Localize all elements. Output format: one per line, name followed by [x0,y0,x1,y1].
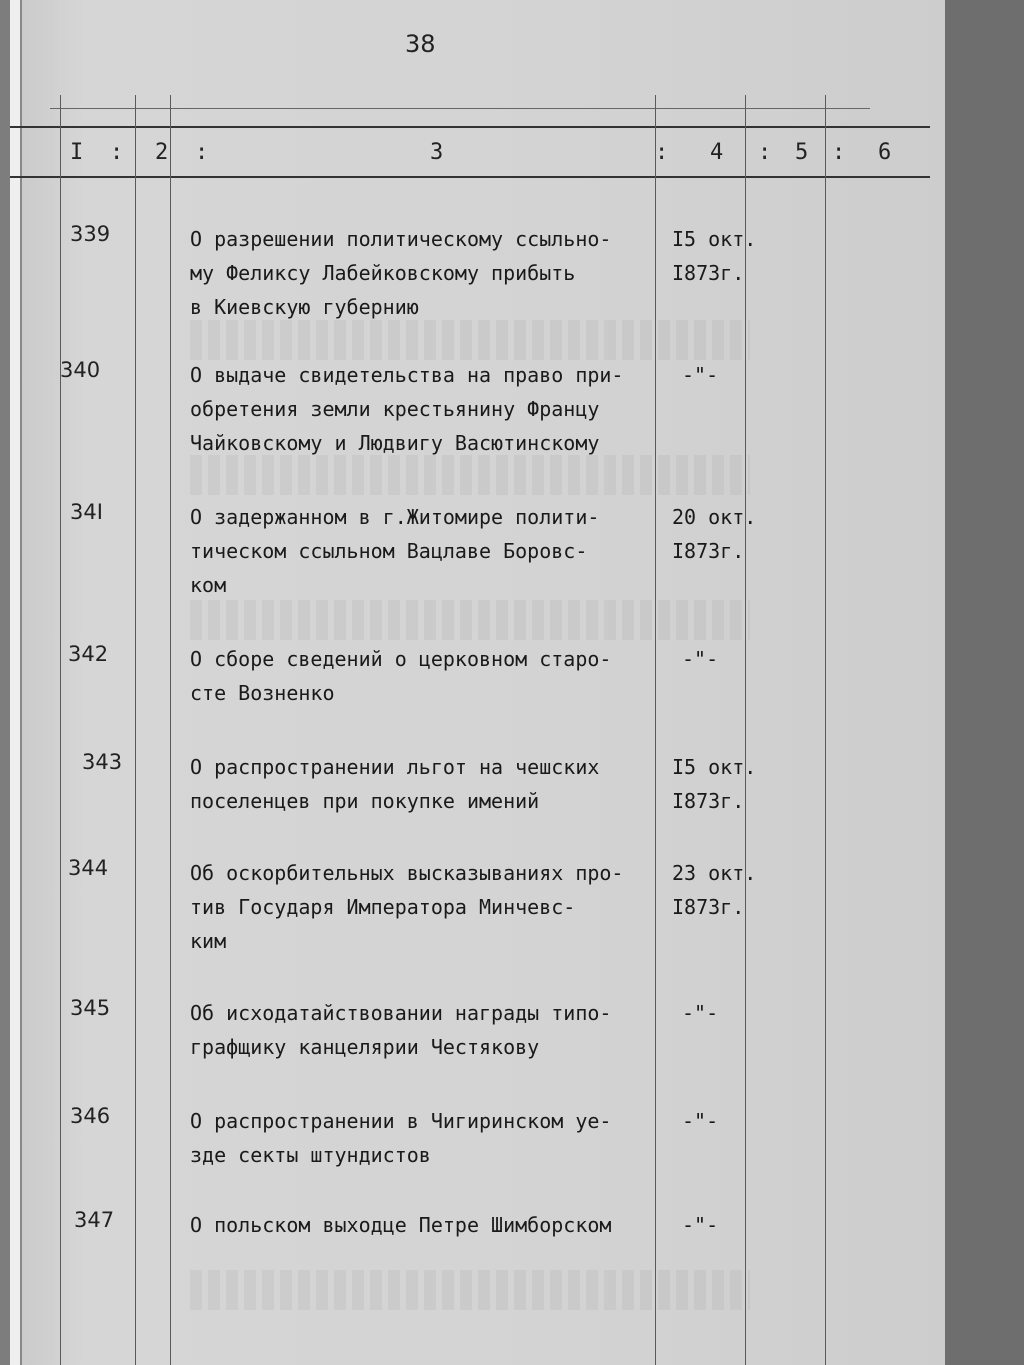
entry-number: 340 [60,358,101,382]
column-header-colon: : [832,140,846,165]
entry-number: 343 [82,750,123,774]
column-header-2: 2 [155,140,169,165]
column-header-4: 4 [710,140,724,165]
entry-title: О задержанном в г.Житомире полити- тическом ссыльном Вацлаве Боровс- ком [190,505,600,597]
column-divider [60,95,61,1365]
entry-title: О польском выходце Петре Шимборском [190,1213,612,1237]
column-header-5: 5 [795,140,809,165]
column-divider [135,95,136,1365]
entry-number: 347 [74,1208,115,1232]
entry-title: О сборе сведений о церковном старо- сте Возненко [190,647,612,705]
header-rule-top [50,108,870,109]
column-header-1: I [70,140,84,165]
entry-date: I5 окт. I873г. [672,227,757,285]
column-header-colon: : [655,140,669,165]
page-number: 38 [405,30,436,58]
column-header-6: 6 [878,140,892,165]
background-margin [945,0,1024,1365]
entry-date: -"- [682,647,719,671]
entry-title: Об исходатайствовании награды типо- графщику канцелярии Честякову [190,1001,612,1059]
entry-title: О разрешении политическому ссыльно- му Феликсу Лабейковскому прибыть в Киевскую губернию [190,227,612,319]
entry-number: 345 [70,996,111,1020]
column-header-colon: : [758,140,772,165]
entry-date: 20 окт. I873г. [672,505,757,563]
bleed-through-shadow [190,600,750,640]
entry-date: 23 окт. I873г. [672,861,757,919]
column-header-colon: : [195,140,209,165]
entry-date: -"- [682,363,719,387]
adjacent-page-edge [10,0,22,1365]
entry-number: 34I [70,500,103,524]
entry-number: 339 [70,222,111,246]
entry-title: Об оскорбительных высказываниях про- тив Государя Императора Минчевс- ким [190,861,624,953]
entry-date: -"- [682,1213,719,1237]
entry-title: О распространении льгот на чешских поселенцев при покупке имений [190,755,600,813]
bleed-through-shadow [190,320,750,360]
header-rule-middle [10,126,930,128]
entry-number: 344 [68,856,109,880]
column-header-3: 3 [430,140,444,165]
column-divider [825,95,826,1365]
document-page [10,0,945,1365]
entry-number: 346 [70,1104,111,1128]
header-rule-bottom [10,176,930,178]
entry-date: -"- [682,1001,719,1025]
column-divider [170,95,171,1365]
entry-title: О выдаче свидетельства на право при- обретения земли крестьянину Францу Чайковскому и Людвигу Васютинскому [190,363,624,455]
entry-number: 342 [68,642,109,666]
entry-title: О распространении в Чигиринском уе- зде секты штундистов [190,1109,612,1167]
bleed-through-shadow [190,1270,750,1310]
column-header-colon: : [110,140,124,165]
entry-date: I5 окт. I873г. [672,755,757,813]
bleed-through-shadow [190,455,750,495]
entry-date: -"- [682,1109,719,1133]
